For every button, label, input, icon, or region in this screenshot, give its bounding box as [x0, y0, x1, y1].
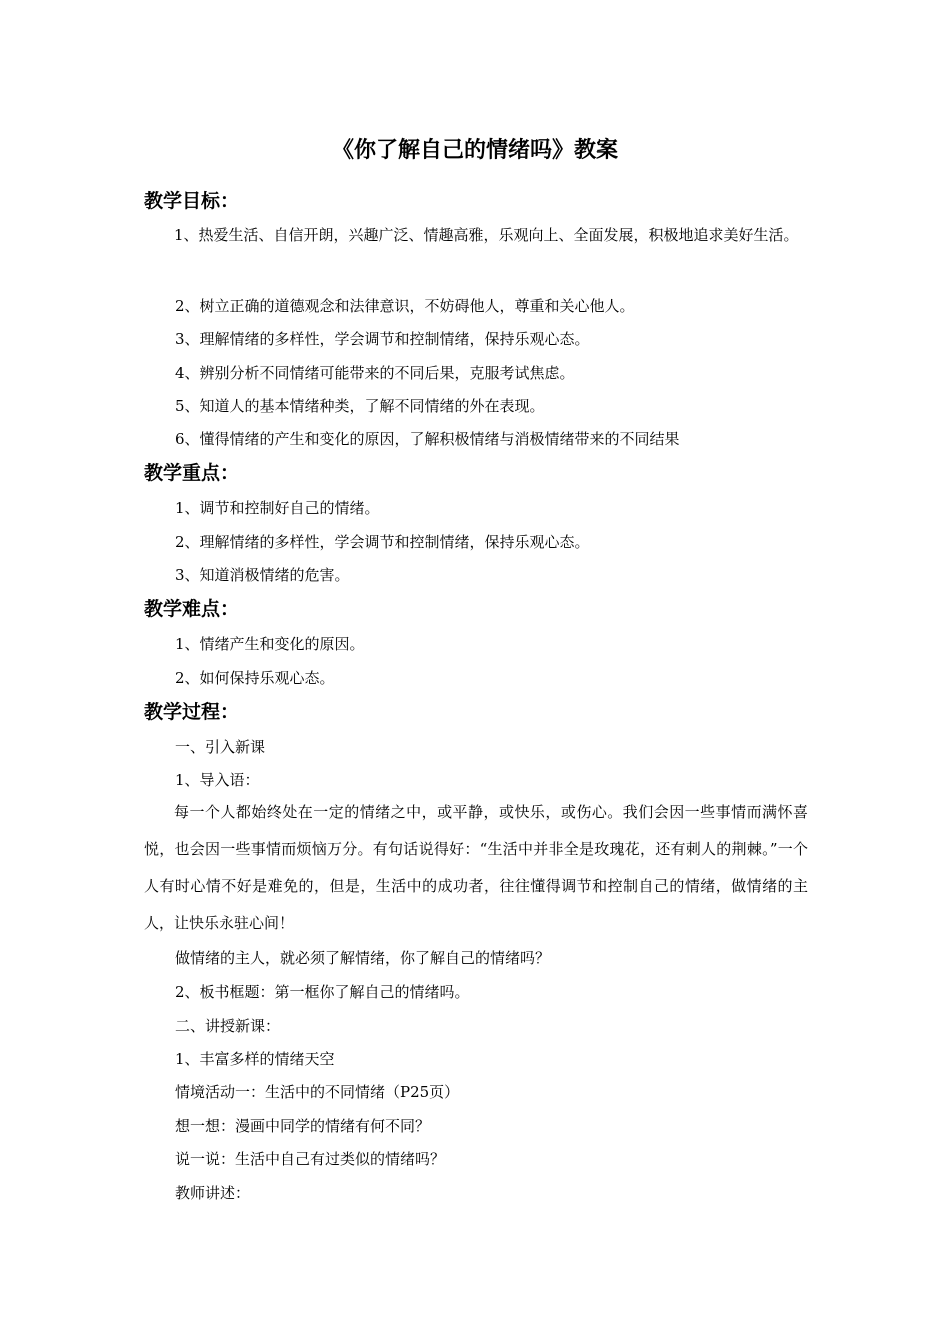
process-line: 说一说：生活中自己有过类似的情绪吗？	[175, 1150, 446, 1168]
objective-item: 6、懂得情绪的产生和变化的原因，了解积极情绪与消极情绪带来的不同结果	[175, 430, 680, 448]
process-paragraph: 每一个人都始终处在一定的情绪之中，或平静，或快乐，或伤心。我们会因一些事情而满怀喜悦，也会因一些事情而烦恼万分。有句话说得好：“生活中并非全是玫瑰花，还有刺人的荆棘。”一个人有时心情不好是难免的，但是，生活中的成功者，往往懂得调节和控制自己的情绪，做情绪的主人，让快乐永驻心间！	[144, 803, 808, 932]
process-line: 2、板书框题：第一框你了解自己的情绪吗。	[175, 983, 470, 1001]
objective-item: 3、理解情绪的多样性，学会调节和控制情绪，保持乐观心态。	[175, 330, 590, 348]
difficulty-item: 1、情绪产生和变化的原因。	[175, 635, 365, 653]
process-line: 做情绪的主人，就必须了解情绪，你了解自己的情绪吗？	[175, 949, 551, 967]
process-line: 一、引入新课	[175, 738, 266, 756]
process-line: 二、讲授新课：	[175, 1017, 281, 1035]
objective-item: 1、热爱生活、自信开朗，兴趣广泛、情趣高雅，乐观向上、全面发展，积极地追求美好生活。	[174, 226, 799, 244]
difficulties-heading: 教学难点：	[144, 598, 240, 620]
key-point-item: 1、调节和控制好自己的情绪。	[175, 499, 380, 517]
process-line: 1、丰富多样的情绪天空	[175, 1050, 335, 1068]
document-title: 《你了解自己的情绪吗》教案	[331, 138, 618, 163]
process-line: 情境活动一：生活中的不同情绪（P25页）	[175, 1083, 460, 1101]
key-points-heading: 教学重点：	[144, 462, 240, 484]
process-line: 教师讲述：	[175, 1184, 251, 1202]
key-point-item: 2、理解情绪的多样性，学会调节和控制情绪，保持乐观心态。	[175, 533, 590, 551]
key-point-item: 3、知道消极情绪的危害。	[175, 566, 350, 584]
objective-item: 5、知道人的基本情绪种类，了解不同情绪的外在表现。	[175, 397, 545, 415]
process-line: 1、导入语：	[175, 771, 260, 789]
objectives-heading: 教学目标：	[144, 190, 240, 212]
process-line: 想一想：漫画中同学的情绪有何不同？	[175, 1117, 431, 1135]
process-heading: 教学过程：	[144, 701, 240, 723]
objective-item: 2、树立正确的道德观念和法律意识，不妨碍他人，尊重和关心他人。	[175, 297, 635, 315]
difficulty-item: 2、如何保持乐观心态。	[175, 669, 335, 687]
objective-item: 4、辨别分析不同情绪可能带来的不同后果，克服考试焦虑。	[175, 364, 575, 382]
